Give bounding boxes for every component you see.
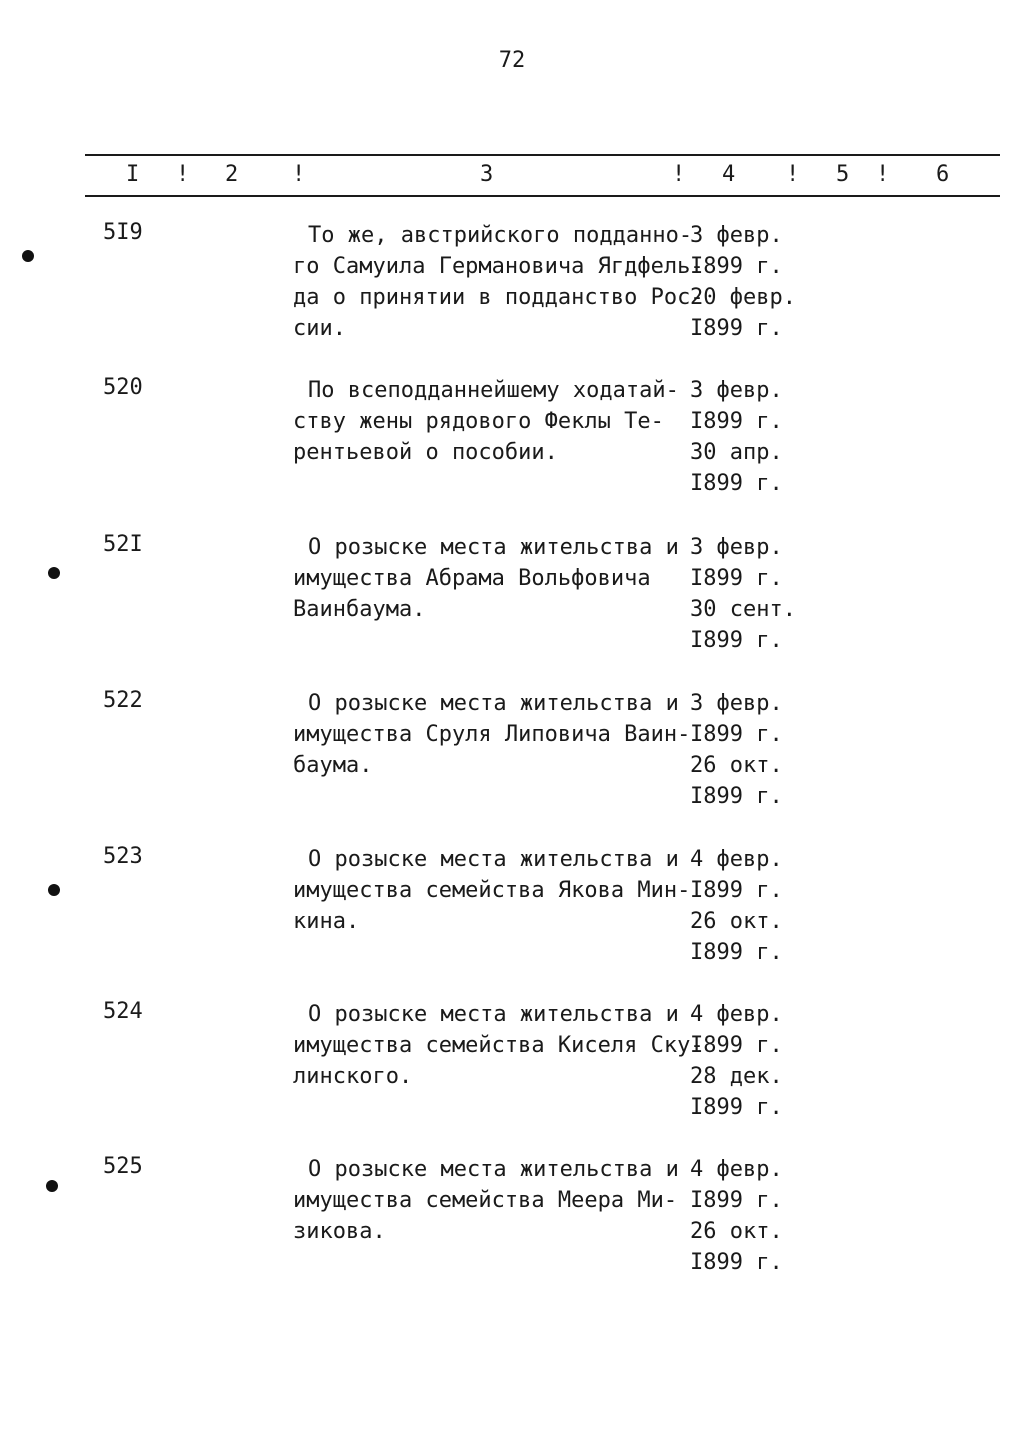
column-header-1: I: [126, 162, 140, 187]
record-number: 525: [103, 1154, 143, 1179]
record-date-line: 3 февр.: [690, 691, 783, 716]
record-text-line: кина.: [293, 909, 360, 934]
record-text-line: Ваинбаума.: [293, 597, 426, 622]
record-number: 524: [103, 999, 143, 1024]
record-text-line: имущества семейства Якова Мин-: [293, 878, 691, 903]
record-text-line: О розыске места жительства и: [308, 1002, 679, 1027]
page-number: 72: [498, 48, 526, 73]
binder-hole: [48, 567, 60, 579]
record-date-line: I899 г.: [690, 1250, 783, 1275]
record-date-line: 26 окт.: [690, 753, 783, 778]
record-date-line: 4 февр.: [690, 847, 783, 872]
record-text-line: сии.: [293, 316, 346, 341]
record-text-line: баума.: [293, 753, 373, 778]
record-date-line: 3 февр.: [690, 535, 783, 560]
record-date-line: 3 февр.: [690, 378, 783, 403]
record-text-line: имущества семейства Киселя Ску-: [293, 1033, 704, 1058]
record-text-line: рентьевой о пособии.: [293, 440, 558, 465]
column-separator: !: [672, 162, 686, 187]
record-date-line: 26 окт.: [690, 909, 783, 934]
record-text-line: имущества Абрама Вольфовича: [293, 566, 651, 591]
column-header-6: 6: [936, 162, 950, 187]
column-separator: !: [876, 162, 890, 187]
table-top-rule: [85, 154, 1000, 156]
record-text-line: По всеподданнейшему ходатай-: [308, 378, 679, 403]
record-text-line: имущества семейства Меера Ми-: [293, 1188, 678, 1213]
record-date-line: I899 г.: [690, 254, 783, 279]
record-text-line: О розыске места жительства и: [308, 535, 679, 560]
record-number: 520: [103, 375, 143, 400]
binder-hole: [48, 884, 60, 896]
record-text-line: го Самуила Германовича Ягдфель-: [293, 254, 704, 279]
record-date-line: I899 г.: [690, 316, 783, 341]
column-header-3: 3: [480, 162, 494, 187]
record-date-line: I899 г.: [690, 1033, 783, 1058]
binder-hole: [46, 1180, 58, 1192]
column-separator: !: [786, 162, 800, 187]
record-date-line: 4 февр.: [690, 1157, 783, 1182]
record-text-line: имущества Сруля Липовича Ваин-: [293, 722, 691, 747]
record-date-line: I899 г.: [690, 566, 783, 591]
column-header-5: 5: [836, 162, 850, 187]
binder-hole: [22, 250, 34, 262]
record-text-line: линского.: [293, 1064, 413, 1089]
record-date-line: I899 г.: [690, 784, 783, 809]
record-text-line: зикова.: [293, 1219, 386, 1244]
column-header-4: 4: [722, 162, 736, 187]
record-date-line: I899 г.: [690, 1095, 783, 1120]
record-text-line: То же, австрийского подданно-: [308, 223, 693, 248]
record-date-line: I899 г.: [690, 940, 783, 965]
record-number: 5I9: [103, 220, 143, 245]
record-date-line: I899 г.: [690, 722, 783, 747]
record-text-line: О розыске места жительства и: [308, 1157, 679, 1182]
record-number: 522: [103, 688, 143, 713]
record-date-line: I899 г.: [690, 1188, 783, 1213]
record-text-line: да о принятии в подданство Рос-: [293, 285, 704, 310]
table-bottom-rule: [85, 195, 1000, 197]
record-date-line: 30 апр.: [690, 440, 783, 465]
column-separator: !: [176, 162, 190, 187]
record-number: 52I: [103, 532, 143, 557]
record-text-line: О розыске места жительства и: [308, 847, 679, 872]
record-date-line: I899 г.: [690, 409, 783, 434]
column-separator: !: [292, 162, 306, 187]
record-date-line: 20 февр.: [690, 285, 796, 310]
record-number: 523: [103, 844, 143, 869]
record-date-line: 4 февр.: [690, 1002, 783, 1027]
record-text-line: О розыске места жительства и: [308, 691, 679, 716]
record-date-line: 3 февр.: [690, 223, 783, 248]
record-date-line: I899 г.: [690, 471, 783, 496]
record-date-line: I899 г.: [690, 628, 783, 653]
record-text-line: ству жены рядового Феклы Те-: [293, 409, 664, 434]
record-date-line: 30 сент.: [690, 597, 796, 622]
record-date-line: 26 окт.: [690, 1219, 783, 1244]
record-date-line: 28 дек.: [690, 1064, 783, 1089]
column-header-2: 2: [225, 162, 239, 187]
record-date-line: I899 г.: [690, 878, 783, 903]
